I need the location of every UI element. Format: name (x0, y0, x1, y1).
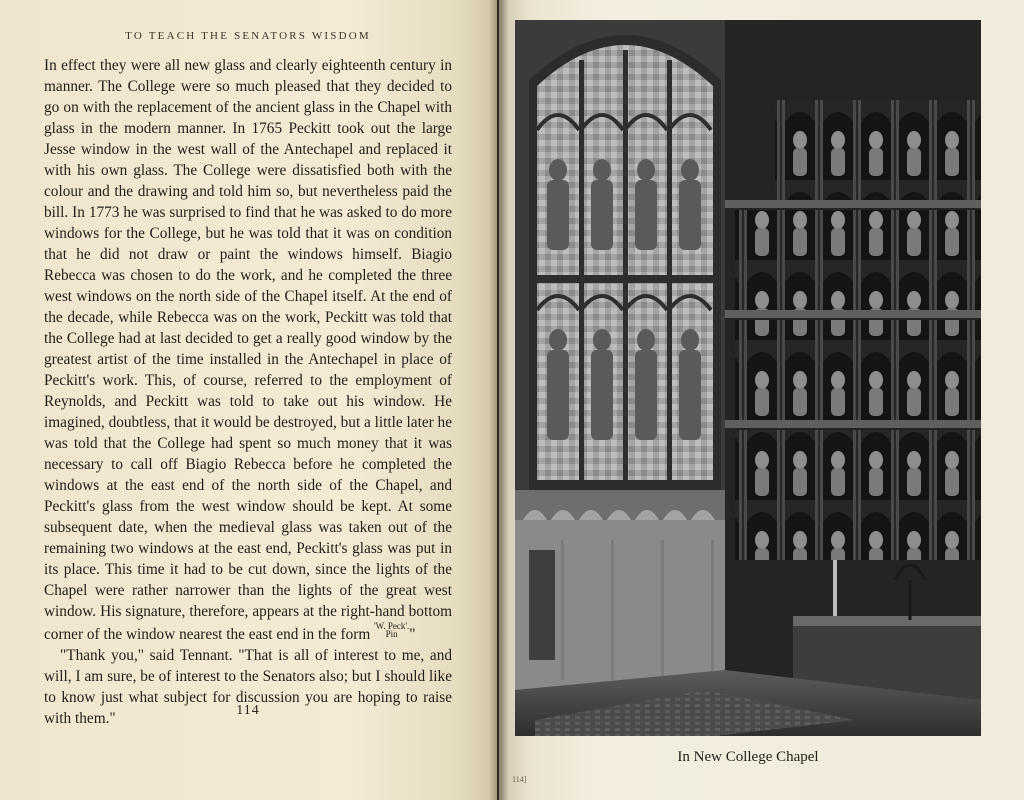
chapel-photograph-image (515, 20, 981, 736)
photo-caption: In New College Chapel (677, 749, 819, 765)
paragraph (44, 55, 452, 645)
running-head: TO TEACH THE SENATORS WISDOM (125, 30, 371, 42)
left-page (0, 0, 497, 800)
book-gutter (489, 0, 509, 800)
page-number: 114 (236, 703, 260, 718)
closing-quote: " (409, 626, 416, 643)
body-text (44, 55, 452, 729)
plate-folio: 114] (512, 775, 527, 784)
paragraph-text: In effect they were all new glass and clearly eighteenth century in manner. The College were so much pleased that they decided to go on with the replacement of the ancient glass in the Chapel with glass in the modern manner. In 1765 Peckitt took out the large Jesse window in the west wall of the Antechapel and replaced it with his own glass. The College were dissatisfied both with the colour and the drawing and told him so, but nevertheless paid the bill. In 1773 he was surprised to find that he was asked to do more windows for the College, but he was told that it was on condition that he did not draw or paint the windows himself. Biagio Rebecca was chosen to do the work, and he completed the three west windows on the north side of the Chapel itself. At the end of the decade, while Rebecca was on the work, Peckitt was told that the College had at last decided to get a really good window by the greatest artist of the time installed in the Antechapel in place of Peckitt's work. This, of course, referred to the employment of Reynolds, and Peckitt was told to take out his window. He imagined, doubtless, that it would be destroyed, but a little later he was told that the College had spent so much money that it was necessary to call off Biagio Rebecca before he completed the windows at the east end of the north side of the Chapel, and Peckitt's glass from the west window should be kept. At some subsequent date, when the medieval glass was taken out of the remaining two windows at the east end, Peckitt's glass was put in its place. This time it had to be cut down, since the lights of the Chapel were rather narrower than the lights of the great west window. His signature, therefore, appears at the right-hand bottom corner of the window nearest the east end in the form (44, 57, 452, 643)
chapel-photograph (515, 20, 981, 736)
signature-bottom: Pin (385, 629, 398, 639)
signature-mark (374, 622, 409, 638)
paragraph: "Thank you," said Tennant. "That is all of interest to me, and will, I am sure, be of interest to the Senators also; but I should like to know just what subject for discussion you are hoping to raise with them." (44, 647, 452, 727)
signature-top: 'W. Peck'. (374, 621, 410, 631)
